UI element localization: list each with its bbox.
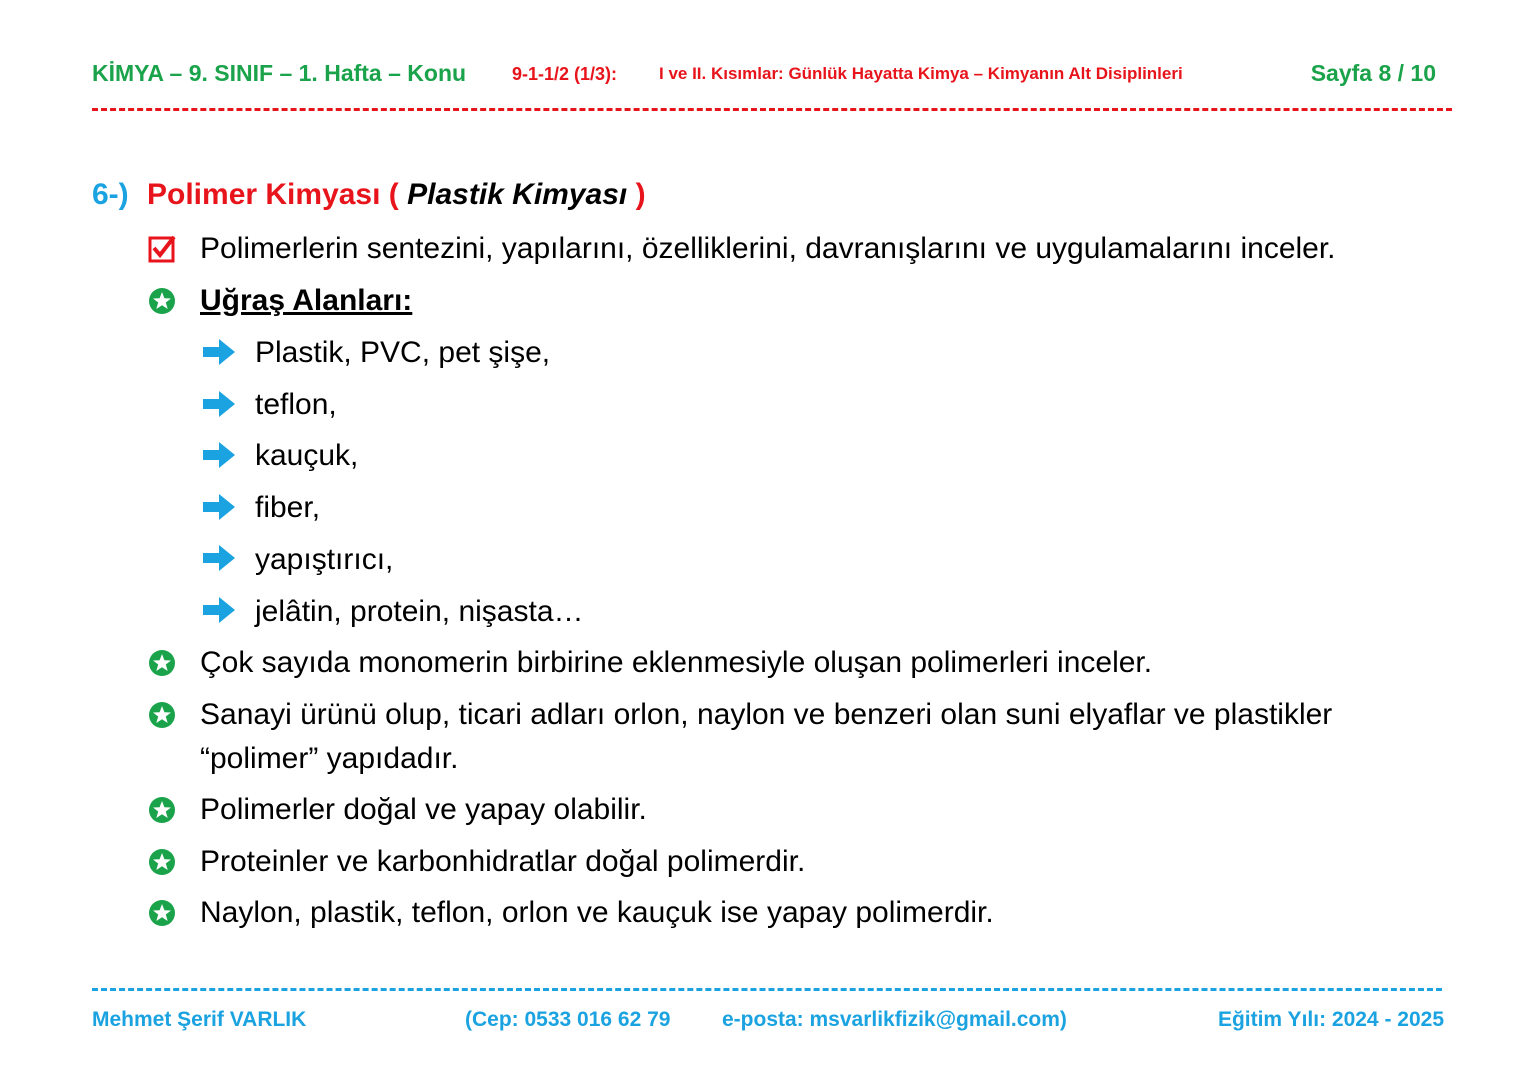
fact-item: Proteinler ve karbonhidratlar doğal polimerdir. xyxy=(200,845,806,878)
intro-text: Polimerlerin sentezini, yapılarını, özelliklerini, davranışlarını ve uygulamalarını inceler. xyxy=(200,232,1336,265)
footer-email: e-posta: msvarlikfizik@gmail.com) xyxy=(722,1008,1067,1031)
arrow-right-icon xyxy=(201,492,237,522)
page-footer xyxy=(92,1008,1452,1038)
fact-item: Sanayi ürünü olup, ticari adları orlon, naylon ve benzeri olan suni elyaflar ve plastikler xyxy=(200,698,1333,731)
area-item: teflon, xyxy=(255,388,337,421)
fact-item-continuation: “polimer” yapıdadır. xyxy=(200,742,459,775)
area-item: fiber, xyxy=(255,491,321,524)
header-code: 9-1-1/2 (1/3): xyxy=(512,64,618,84)
section-number: 6-) xyxy=(92,178,129,211)
area-item: jelâtin, protein, nişasta… xyxy=(255,595,584,628)
star-circle-icon xyxy=(148,701,176,729)
section-title xyxy=(147,178,646,211)
area-item: yapıştırıcı, xyxy=(255,543,394,576)
star-circle-icon xyxy=(148,287,176,315)
page-header xyxy=(92,58,1452,88)
footer-divider xyxy=(92,988,1442,991)
section-subtitle: Plastik Kimyası xyxy=(407,178,628,211)
star-circle-icon xyxy=(148,899,176,927)
arrow-right-icon xyxy=(201,389,237,419)
header-subject: KİMYA – 9. SINIF – 1. Hafta – Konu xyxy=(92,60,467,86)
arrow-right-icon xyxy=(201,337,237,367)
footer-year: Eğitim Yılı: 2024 - 2025 xyxy=(1217,1008,1444,1031)
area-item: kauçuk, xyxy=(255,439,359,472)
fact-item: Naylon, plastik, teflon, orlon ve kauçuk ise yapay polimerdir. xyxy=(200,896,994,929)
fact-item: Polimerler doğal ve yapay olabilir. xyxy=(200,793,647,826)
section-heading xyxy=(92,178,646,212)
fact-item: Çok sayıda monomerin birbirine eklenmesiyle oluşan polimerleri inceler. xyxy=(200,646,1153,679)
page-number: Sayfa 8 / 10 xyxy=(1310,60,1436,86)
checked-box-icon xyxy=(148,235,176,263)
arrow-right-icon xyxy=(201,543,237,573)
star-circle-icon xyxy=(148,848,176,876)
star-circle-icon xyxy=(148,649,176,677)
footer-author: Mehmet Şerif VARLIK xyxy=(92,1008,307,1031)
star-circle-icon xyxy=(148,796,176,824)
area-item: Plastik, PVC, pet şişe, xyxy=(255,336,551,369)
header-title: I ve II. Kısımlar: Günlük Hayatta Kimya – Kimyanın Alt Disiplinleri xyxy=(659,64,1183,83)
areas-title: Uğraş Alanları: xyxy=(200,284,413,317)
arrow-right-icon xyxy=(201,440,237,470)
section-title-close: ) xyxy=(635,178,646,211)
arrow-right-icon xyxy=(201,595,237,625)
section-title-main: Polimer Kimyası ( xyxy=(147,178,399,211)
header-divider xyxy=(92,108,1452,111)
footer-phone: (Cep: 0533 016 62 79 xyxy=(465,1008,671,1031)
